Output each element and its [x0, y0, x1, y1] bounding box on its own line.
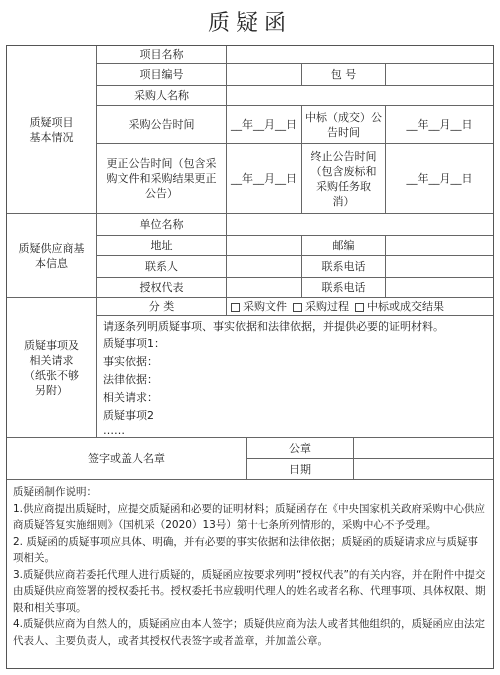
correction-time-label: 更正公告时间（包含采购文件和采购结果更正公告）	[97, 144, 227, 214]
project-number-label: 项目编号	[97, 64, 227, 86]
instruction-item: 4.质疑供应商为自然人的，质疑函应由本人签字；质疑供应商为法人或者其他组织的，质疑函应由法定代表人、主要负责人，或者其授权代表签字或者盖章，并加盖公章。	[13, 618, 486, 647]
matter-line: 相关请求：	[103, 391, 158, 404]
announcement-time-value[interactable]: __年__月__日	[227, 106, 302, 144]
postcode-value[interactable]	[386, 236, 493, 256]
option-label: 采购过程	[305, 300, 349, 313]
purchaser-name-label: 采购人名称	[97, 86, 227, 106]
checkbox-icon[interactable]	[293, 303, 302, 312]
project-section-label: 质疑项目基本情况	[7, 46, 97, 214]
matters-section-label: 质疑事项及相关请求（纸张不够另附）	[7, 298, 97, 438]
termination-time-label: 终止公告时间（包含废标和采购任务取消）	[302, 144, 386, 214]
instruction-item: 1.供应商提出质疑时，应提交质疑函和必要的证明材料；质疑函存在《中央国家机关政府采购中心供应商质疑答复实施细则》（国机采（2020）13号）第十七条所列情形的，采购中心不予受理。	[13, 502, 486, 531]
option-procurement-process[interactable]	[289, 299, 349, 314]
authorized-rep-label: 授权代表	[97, 278, 227, 298]
project-number-value[interactable]	[227, 64, 302, 86]
document-title: 质疑函	[207, 11, 292, 36]
rep-phone-label: 联系电话	[302, 278, 386, 298]
purchaser-name-value[interactable]	[227, 86, 493, 106]
package-number-label: 包 号	[302, 64, 386, 86]
bid-result-time-value[interactable]: __年__月__日	[386, 106, 493, 144]
contact-phone-value[interactable]	[386, 256, 493, 278]
form-instructions	[7, 482, 493, 651]
unit-name-value[interactable]	[227, 214, 493, 236]
correction-time-value[interactable]: __年__月__日	[227, 144, 302, 214]
matter-line: 事实依据：	[103, 355, 158, 368]
signature-section-label: 签字或盖人名章	[7, 438, 247, 480]
project-name-label: 项目名称	[97, 46, 227, 64]
date-value[interactable]	[354, 459, 493, 480]
authorized-rep-value[interactable]	[227, 278, 302, 298]
seal-value[interactable]	[354, 438, 493, 459]
option-award-result[interactable]	[351, 299, 444, 314]
unit-name-label: 单位名称	[97, 214, 227, 236]
instruction-item: 3.质疑供应商若委托代理人进行质疑的，质疑函应按要求列明“授权代表”的有关内容，并在附件中提交由质疑供应商签署的授权委托书。授权委托书应载明代理人的姓名或者名称、代理事项、具体权限、期限和相关事项。	[13, 568, 486, 614]
option-label: 中标或成交结果	[367, 300, 444, 313]
checkbox-icon[interactable]	[231, 303, 240, 312]
category-label: 分 类	[97, 298, 227, 316]
rep-phone-value[interactable]	[386, 278, 493, 298]
postcode-label: 邮编	[302, 236, 386, 256]
contact-phone-label: 联系电话	[302, 256, 386, 278]
instruction-item: 2. 质疑函的质疑事项应具体、明确，并有必要的事实依据和法律依据；质疑函的质疑请求应与质疑事项相关。	[13, 535, 478, 564]
matter-line: 质疑事项1：	[103, 337, 165, 350]
category-options	[227, 298, 493, 316]
option-procurement-docs[interactable]	[227, 299, 287, 314]
project-name-value[interactable]	[227, 46, 493, 64]
announcement-time-label: 采购公告时间	[97, 106, 227, 144]
supplier-section-label: 质疑供应商基本信息	[7, 214, 97, 298]
option-label: 采购文件	[243, 300, 287, 313]
checkbox-icon[interactable]	[355, 303, 364, 312]
bid-result-time-label: 中标（成交）公告时间	[302, 106, 386, 144]
address-label: 地址	[97, 236, 227, 256]
contact-label: 联系人	[97, 256, 227, 278]
matters-instruction: 请逐条列明质疑事项、事实依据和法律依据，并提供必要的证明材料。	[103, 320, 444, 333]
matter-line: 法律依据：	[103, 373, 158, 386]
matters-content[interactable]	[97, 316, 493, 438]
contact-value[interactable]	[227, 256, 302, 278]
complaint-form-table	[6, 45, 494, 669]
termination-time-value[interactable]: __年__月__日	[386, 144, 493, 214]
instructions-heading: 质疑函制作说明：	[13, 486, 97, 498]
matter-line: ……	[103, 424, 125, 437]
address-value[interactable]	[227, 236, 302, 256]
package-number-value[interactable]	[386, 64, 493, 86]
seal-label: 公章	[247, 438, 354, 459]
matter-line: 质疑事项2	[103, 409, 154, 422]
date-label: 日期	[247, 459, 354, 480]
